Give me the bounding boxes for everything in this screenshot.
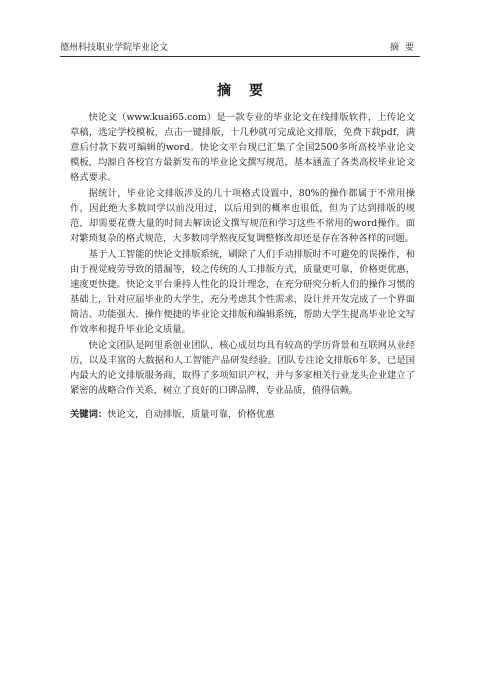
keywords-label: 关键词：	[70, 409, 108, 420]
abstract-paragraph-1: 快论文（www.kuai65.com）是一款专业的毕业论文在线排版软件，上传论文草稿，选定学校模板，点击一键排版，十几秒就可完成论文排版，免费下载pdf，满意后付款下载可编辑的word。快论文平台现已汇集了全国2500多所高校毕业论文模板，均源自各校官方最新发布的毕业论文撰写规范，基本涵盖了各类高校毕业论文格式要求。	[70, 112, 415, 183]
header-school-name: 德州科技职业学院毕业论文	[60, 43, 169, 53]
abstract-title: 摘要	[217, 83, 281, 99]
page-header	[60, 38, 420, 57]
abstract-paragraph-2: 据统计，毕业论文排版涉及的几十项格式设置中，80%的操作都属于不常用操作，因此绝大多数同学以前没用过，以后用到的概率也很低，但为了达到排版的规范，却需要花费大量的时间去解读论文撰写规范和学习这些不常用的word操作。面对繁琐复杂的格式规范，大多数同学熬夜反复调整修改却还是存在各种各样的问题。	[70, 188, 415, 244]
header-section-name: 摘要	[389, 43, 420, 53]
abstract-paragraph-4: 快论文团队是阿里系创业团队，核心成员均具有较高的学历背景和互联网从业经历，以及丰富的大数据和人工智能产品研发经验。团队专注论文排版6年多，已是国内最大的论文排版服务商，取得了多项知识产权，并与多家相关行业龙头企业建立了紧密的战略合作关系，树立了良好的口碑品牌，专业品质，值得信赖。	[70, 340, 415, 396]
abstract-body	[70, 110, 415, 422]
abstract-paragraph-3: 基于人工智能的快论文排版系统，刷除了人们手动排版时不可避免的误操作，和由于视觉疲劳导致的错漏等，较之传统的人工排版方式，质量更可靠，价格更优惠，速度更快捷。快论文平台秉持人性化的设计理念，在充分研究分析人们的操作习惯的基础上，针对应届毕业的大学生，充分考虑其个性需求，设计并开发完成了一个界面简洁、功能强大、操作便捷的毕业论文排版和编辑系统，帮助大学生提高毕业论文写作效率和提升毕业论文质量。	[70, 249, 415, 335]
keywords-line	[70, 407, 415, 422]
keywords-text: 快论文，自动排版，质量可靠，价格优惠	[107, 409, 275, 420]
